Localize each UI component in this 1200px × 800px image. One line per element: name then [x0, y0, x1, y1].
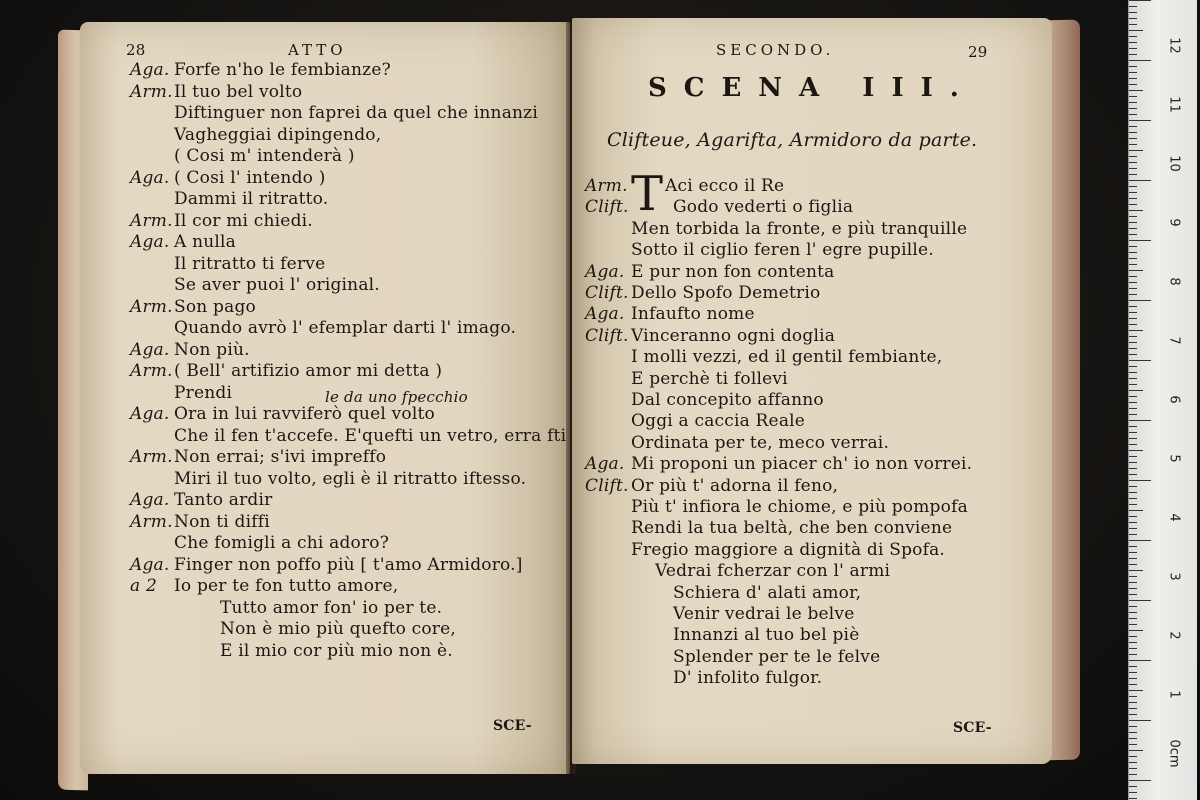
- speaker-label: Arm.: [130, 361, 173, 381]
- ruler-tick: [1129, 690, 1143, 691]
- ruler-tick: [1129, 420, 1151, 421]
- ruler-label: 10: [1166, 155, 1182, 172]
- ruler-tick: [1129, 390, 1143, 391]
- speaker-label: Clift.: [585, 283, 629, 303]
- ruler-tick: [1129, 618, 1137, 619]
- ruler-tick: [1129, 792, 1137, 793]
- verse-line: Son pago: [174, 296, 256, 317]
- ruler-tick: [1129, 534, 1137, 535]
- verse-line: Fregio maggiore a dignità di Spofa.: [631, 539, 946, 560]
- verse-line: ( Cosi l' intendo ): [174, 167, 326, 188]
- ruler-label: 1: [1166, 690, 1182, 699]
- ruler-tick: [1129, 150, 1143, 151]
- ruler-tick: [1129, 636, 1137, 637]
- speaker-label: Aga.: [130, 339, 170, 360]
- verse-line: Forfe n'ho le fembianze?: [174, 60, 391, 80]
- ruler-tick: [1129, 678, 1137, 679]
- verse-line: Dammi il ritratto.: [174, 189, 329, 209]
- ruler-tick: [1129, 156, 1137, 157]
- ruler-tick: [1129, 210, 1143, 211]
- ruler-tick: [1129, 342, 1137, 343]
- ruler-tick: [1129, 384, 1137, 385]
- ruler-tick: [1129, 474, 1137, 475]
- ruler-label: 7: [1166, 336, 1182, 345]
- verse-line: Finger non poffo più [ t'amo Armidoro.]: [174, 554, 523, 575]
- verse-line: E il mio cor più mio non è.: [220, 640, 453, 661]
- ruler-tick: [1129, 780, 1151, 781]
- speaker-label: Aga.: [130, 554, 170, 575]
- ruler-tick: [1129, 84, 1137, 85]
- right-running-head: SECONDO.: [716, 41, 835, 59]
- ruler-tick: [1129, 528, 1137, 529]
- speaker-label: Arm.: [130, 210, 173, 231]
- speaker-label: Aga.: [130, 490, 170, 510]
- ruler-tick: [1129, 366, 1137, 367]
- left-running-head: ATTO: [288, 41, 347, 59]
- ruler-tick: [1129, 756, 1137, 757]
- verse-line: Che fomigli a chi adoro?: [174, 533, 390, 553]
- ruler-tick: [1129, 312, 1137, 313]
- ruler-tick: [1129, 318, 1137, 319]
- ruler-tick: [1129, 630, 1143, 631]
- ruler-tick: [1129, 516, 1137, 517]
- ruler-tick: [1129, 54, 1137, 55]
- verse-line: Oggi a caccia Reale: [631, 411, 806, 432]
- verse-line: Dal concepito affanno: [631, 390, 824, 410]
- verse-line: Ora in lui ravviferò quel volto: [174, 404, 435, 424]
- ruler-tick: [1129, 666, 1137, 667]
- ruler-tick: [1129, 744, 1137, 745]
- ruler-tick: [1129, 480, 1151, 481]
- speaker-label: Aga.: [130, 232, 170, 252]
- verse-line: I molli vezzi, ed il gentil fembiante,: [631, 347, 943, 368]
- ruler-tick: [1129, 294, 1137, 295]
- ruler-tick: [1129, 768, 1137, 769]
- ruler-tick: [1129, 270, 1143, 271]
- ruler-tick: [1129, 684, 1137, 685]
- ruler-tick: [1129, 264, 1137, 265]
- verse-line: Vinceranno ogni doglia: [631, 325, 836, 346]
- ruler-tick: [1129, 348, 1137, 349]
- speaker-label: Aga.: [585, 454, 625, 475]
- ruler-label: 12: [1166, 37, 1182, 54]
- ruler-tick: [1129, 624, 1137, 625]
- ruler-tick: [1129, 558, 1137, 559]
- verse-line: Rendi la tua beltà, che ben conviene: [631, 518, 953, 539]
- ruler-tick: [1129, 498, 1137, 499]
- ruler-tick: [1129, 42, 1137, 43]
- ruler-tick: [1129, 654, 1137, 655]
- ruler-label: 2: [1166, 631, 1182, 640]
- verse-line: Diftinguer non faprei da quel che innanzi: [174, 103, 538, 123]
- ruler-tick: [1129, 306, 1137, 307]
- verse-line: Non errai; s'ivi impreffo: [174, 447, 387, 467]
- ruler-tick: [1129, 540, 1151, 541]
- verse-line: Vagheggiai dipingendo,: [174, 124, 382, 145]
- speaker-label: Clift.: [585, 475, 629, 496]
- verse-line: Più t' infiora le chiome, e più pompofa: [631, 497, 968, 517]
- ruler-tick: [1129, 228, 1137, 229]
- ruler-tick: [1129, 462, 1137, 463]
- verse-line: Ordinata per te, meco verrai.: [631, 432, 890, 453]
- ruler-tick: [1129, 138, 1137, 139]
- ruler-tick: [1129, 102, 1137, 103]
- ruler-tick: [1129, 522, 1137, 523]
- ruler-tick: [1129, 708, 1137, 709]
- ruler-tick: [1129, 246, 1137, 247]
- ruler-tick: [1129, 726, 1137, 727]
- ruler-tick: [1129, 216, 1137, 217]
- ruler-tick: [1129, 426, 1137, 427]
- ruler-tick: [1129, 30, 1143, 31]
- ruler-tick: [1129, 444, 1137, 445]
- ruler-tick: [1129, 282, 1137, 283]
- ruler-tick: [1129, 204, 1137, 205]
- ruler-tick: [1129, 168, 1137, 169]
- ruler-tick: [1129, 504, 1137, 505]
- left-page-number: 28: [126, 41, 146, 59]
- speaker-label: Aga.: [585, 261, 625, 282]
- ruler-tick: [1129, 330, 1143, 331]
- drop-cap: T: [631, 166, 664, 222]
- ruler-tick: [1129, 594, 1137, 595]
- ruler-tick: [1129, 648, 1137, 649]
- verse-line: Godo vederti o figlia: [673, 197, 854, 218]
- ruler-label: 6: [1166, 395, 1182, 404]
- speaker-label: Arm.: [130, 296, 173, 317]
- speaker-label: Aga.: [130, 404, 170, 424]
- ruler-tick: [1129, 354, 1137, 355]
- ruler-tick: [1129, 750, 1143, 751]
- verse-line: Tutto amor fon' io per te.: [220, 597, 443, 618]
- ruler-label: 4: [1166, 513, 1182, 522]
- verse-line: Il tuo bel volto: [174, 81, 303, 102]
- ruler-label: 0cm: [1166, 739, 1182, 768]
- verse-line: Che il fen t'accefe. E'quefti un vetro, erra fti: [174, 425, 567, 446]
- ruler-tick: [1129, 198, 1137, 199]
- verse-line: A nulla: [174, 232, 236, 252]
- ruler-tick: [1129, 24, 1137, 25]
- verse-line: Non è mio più quefto core,: [220, 619, 456, 639]
- verse-line: Non ti diffi: [174, 511, 270, 532]
- verse-line: Prendi: [174, 382, 233, 403]
- ruler-tick: [1129, 414, 1137, 415]
- ruler-tick: [1129, 582, 1137, 583]
- speaker-label: Arm.: [130, 447, 173, 467]
- ruler-label: 11: [1166, 96, 1182, 113]
- ruler-tick: [1129, 786, 1137, 787]
- ruler-tick: [1129, 90, 1143, 91]
- ruler-tick: [1129, 186, 1137, 187]
- ruler-tick: [1129, 720, 1151, 721]
- verse-line: E perchè ti follevi: [631, 368, 788, 389]
- ruler-tick: [1129, 606, 1137, 607]
- ruler-label: 8: [1166, 277, 1182, 286]
- verse-line: Splender per te le felve: [673, 646, 881, 667]
- ruler-tick: [1129, 120, 1151, 121]
- ruler-tick: [1129, 0, 1151, 1]
- verse-line: E pur non fon contenta: [631, 261, 835, 282]
- ruler-tick: [1129, 276, 1137, 277]
- verse-line: Se aver puoi l' original.: [174, 275, 380, 295]
- verse-line: Io per te fon tutto amore,: [174, 576, 399, 596]
- ruler-tick: [1129, 234, 1137, 235]
- ruler-tick: [1129, 12, 1137, 13]
- ruler-tick: [1129, 174, 1137, 175]
- ruler-label: 9: [1166, 218, 1182, 227]
- verse-line: Infaufto nome: [631, 304, 755, 325]
- ruler-tick: [1129, 60, 1151, 61]
- ruler-tick: [1129, 660, 1151, 661]
- ruler-tick: [1129, 492, 1137, 493]
- ruler-tick: [1129, 240, 1151, 241]
- ruler-tick: [1129, 300, 1151, 301]
- ruler-tick: [1129, 408, 1137, 409]
- speaker-label: Arm.: [585, 176, 628, 196]
- ruler-tick: [1129, 570, 1143, 571]
- verse-line: Miri il tuo volto, egli è il ritratto iftesso.: [174, 468, 527, 489]
- speaker-label: Clift.: [585, 325, 629, 346]
- right-page-number: 29: [968, 43, 988, 61]
- ruler-tick: [1129, 762, 1137, 763]
- ruler-tick: [1129, 360, 1151, 361]
- verse-line: Men torbida la fronte, e più tranquille: [631, 218, 968, 239]
- verse-line: Non più.: [174, 339, 250, 360]
- ruler-tick: [1129, 324, 1137, 325]
- verse-line: Vedrai fcherzar con l' armi: [655, 561, 891, 582]
- right-catchword: SCE-: [953, 720, 992, 736]
- ruler-tick: [1129, 48, 1137, 49]
- ruler-tick: [1129, 576, 1137, 577]
- ruler-tick: [1129, 252, 1137, 253]
- ruler-tick: [1129, 672, 1137, 673]
- ruler-tick: [1129, 696, 1137, 697]
- ruler-tick: [1129, 612, 1137, 613]
- ruler-tick: [1129, 132, 1137, 133]
- scene-title: SCENA III.: [648, 73, 976, 103]
- measuring-ruler: [1128, 0, 1197, 800]
- speaker-label: Arm.: [130, 511, 173, 532]
- ruler-tick: [1129, 450, 1143, 451]
- verse-line: Schiera d' alati amor,: [673, 582, 862, 603]
- ruler-tick: [1129, 126, 1137, 127]
- ruler-tick: [1129, 642, 1137, 643]
- ruler-tick: [1129, 372, 1137, 373]
- ruler-tick: [1129, 600, 1151, 601]
- ruler-tick: [1129, 546, 1137, 547]
- ruler-tick: [1129, 6, 1137, 7]
- verse-line: ( Bell' artifizio amor mi detta ): [174, 361, 443, 381]
- ruler-tick: [1129, 714, 1137, 715]
- ruler-tick: [1129, 396, 1137, 397]
- speaker-label: Aga.: [585, 304, 625, 325]
- verse-line: Dello Spofo Demetrio: [631, 283, 821, 303]
- ruler-tick: [1129, 180, 1151, 181]
- ruler-tick: [1129, 18, 1137, 19]
- ruler-tick: [1129, 510, 1143, 511]
- ruler-tick: [1129, 702, 1137, 703]
- ruler-tick: [1129, 36, 1137, 37]
- ruler-tick: [1129, 78, 1137, 79]
- ruler-tick: [1129, 72, 1137, 73]
- ruler-tick: [1129, 258, 1137, 259]
- verse-line: ( Cosi m' intenderà ): [174, 146, 355, 166]
- left-catchword: SCE-: [493, 718, 532, 734]
- ruler-tick: [1129, 288, 1137, 289]
- ruler-tick: [1129, 402, 1137, 403]
- ruler-tick: [1129, 114, 1137, 115]
- ruler-tick: [1129, 552, 1137, 553]
- ruler-tick: [1129, 738, 1137, 739]
- verse-line: Sotto il ciglio feren l' egre pupille.: [631, 240, 934, 261]
- ruler-tick: [1129, 144, 1137, 145]
- verse-line: Quando avrò l' efemplar darti l' imago.: [174, 318, 517, 338]
- ruler-tick: [1129, 66, 1137, 67]
- ruler-tick: [1129, 222, 1137, 223]
- verse-line: Mi proponi un piacer ch' io non vorrei.: [631, 454, 973, 475]
- verse-line: D' infolito fulgor.: [673, 668, 823, 689]
- stage-direction: le da uno fpecchio: [325, 388, 468, 406]
- ruler-tick: [1129, 456, 1137, 457]
- verse-line: Venir vedrai le belve: [673, 604, 855, 624]
- ruler-tick: [1129, 588, 1137, 589]
- ruler-tick: [1129, 108, 1137, 109]
- ruler-tick: [1129, 774, 1137, 775]
- ruler-tick: [1129, 468, 1137, 469]
- speaker-label: Clift.: [585, 197, 629, 218]
- ruler-label: 5: [1166, 454, 1182, 463]
- ruler-tick: [1129, 162, 1137, 163]
- ruler-tick: [1129, 486, 1137, 487]
- ruler-tick: [1129, 438, 1137, 439]
- ruler-tick: [1129, 798, 1137, 799]
- ruler-tick: [1129, 336, 1137, 337]
- verse-line: Il cor mi chiedi.: [174, 210, 313, 231]
- ruler-tick: [1129, 564, 1137, 565]
- verse-line: Innanzi al tuo bel piè: [673, 625, 860, 646]
- speaker-label: Arm.: [130, 81, 173, 102]
- verse-line: Or più t' adorna il feno,: [631, 475, 839, 496]
- verse-line: Aci ecco il Re: [665, 176, 785, 196]
- speaker-label: Aga.: [130, 167, 170, 188]
- ruler-label: 3: [1166, 572, 1182, 581]
- ruler-tick: [1129, 96, 1137, 97]
- speaker-label: a 2: [130, 576, 157, 596]
- verse-line: Il ritratto ti ferve: [174, 253, 326, 274]
- ruler-tick: [1129, 732, 1137, 733]
- cast-list: Clifteue, Agarifta, Armidoro da parte.: [607, 129, 978, 151]
- ruler-tick: [1129, 432, 1137, 433]
- ruler-tick: [1129, 378, 1137, 379]
- ruler-tick: [1129, 192, 1137, 193]
- verse-line: Tanto ardir: [174, 490, 273, 510]
- speaker-label: Aga.: [130, 60, 170, 80]
